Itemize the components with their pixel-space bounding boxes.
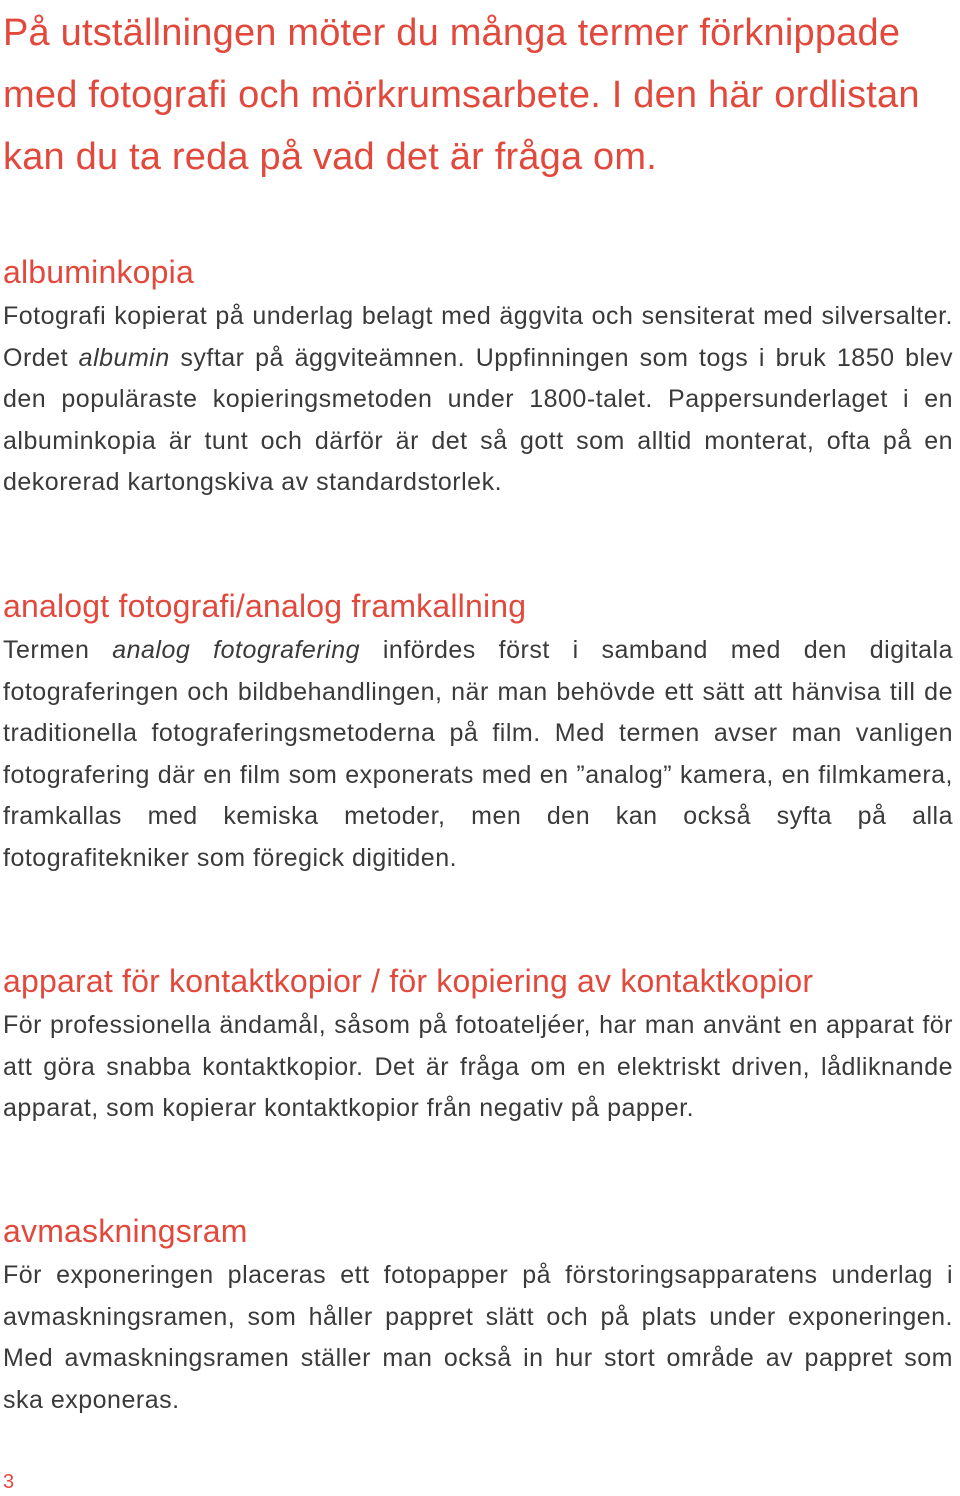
term-definition [3,296,953,504]
term-heading: avmaskningsram [3,1213,248,1249]
term-definition: För exponeringen placeras ett fotopapper på förstoringsapparatens underlag i avmaskningsramen, som håller pappret slätt och på plats under exponeringen. Med avmaskningsramen ställer man också in hur stort område av pappret som ska exponeras. [3,1261,953,1414]
definition-text: infördes först i samband med den digitala fotograferingen och bildbehandlingen, när man behövde ett sätt att hänvisa till de traditionella fotograferingsmetoderna på film. Med termen avser man vanligen fotografering där en film som exponerats med en ”analog” kamera, en filmkamera, framkallas med kemiska metoder, men den kan också syfta på alla fotografitekniker som föregick digitiden. [3,636,953,872]
term-definition [3,630,953,880]
page-number: 3 [3,1471,15,1493]
term-heading: apparat för kontaktkopior / för kopiering av kontaktkopior [3,963,814,999]
definition-text: Fotografi kopierat på underlag belagt med äggvita och sensiterat med silversalter. Ordet [3,302,953,372]
term-heading: analogt fotografi/analog framkallning [3,588,527,624]
intro-text: På utställningen möter du många termer förknippade med fotografi och mörkrumsarbete. I den här ordlistan kan du ta reda på vad det är fråga om. [3,12,920,178]
glossary-entry-apparat-kontaktkopior [3,961,953,1130]
definition-emphasis: analog fotografering [112,636,361,664]
term-definition: För professionella ändamål, såsom på fotoateljéer, har man använt en apparat för att göra snabba kontaktkopior. Det är fråga om en elektriskt driven, lådliknande apparat, som kopierar kontaktkopior från negativ på papper. [3,1011,953,1123]
definition-text: Termen [3,636,113,664]
glossary-entry-albuminkopia [3,252,953,504]
glossary-entry-avmaskningsram [3,1211,953,1421]
definition-emphasis: albumin [78,343,170,372]
term-heading: albuminkopia [3,254,194,290]
definition-text: syftar på äggviteämnen. Uppfinningen som togs i bruk 1850 blev den populäraste kopieringsmetoden under 1800-talet. Pappersunderlaget i en albuminkopia är tunt och därför är det så gott som alltid monterat, ofta på en dekorerad kartongskiva av standardstorlek. [3,343,953,497]
glossary-entry-analogt-fotografi [3,586,953,880]
